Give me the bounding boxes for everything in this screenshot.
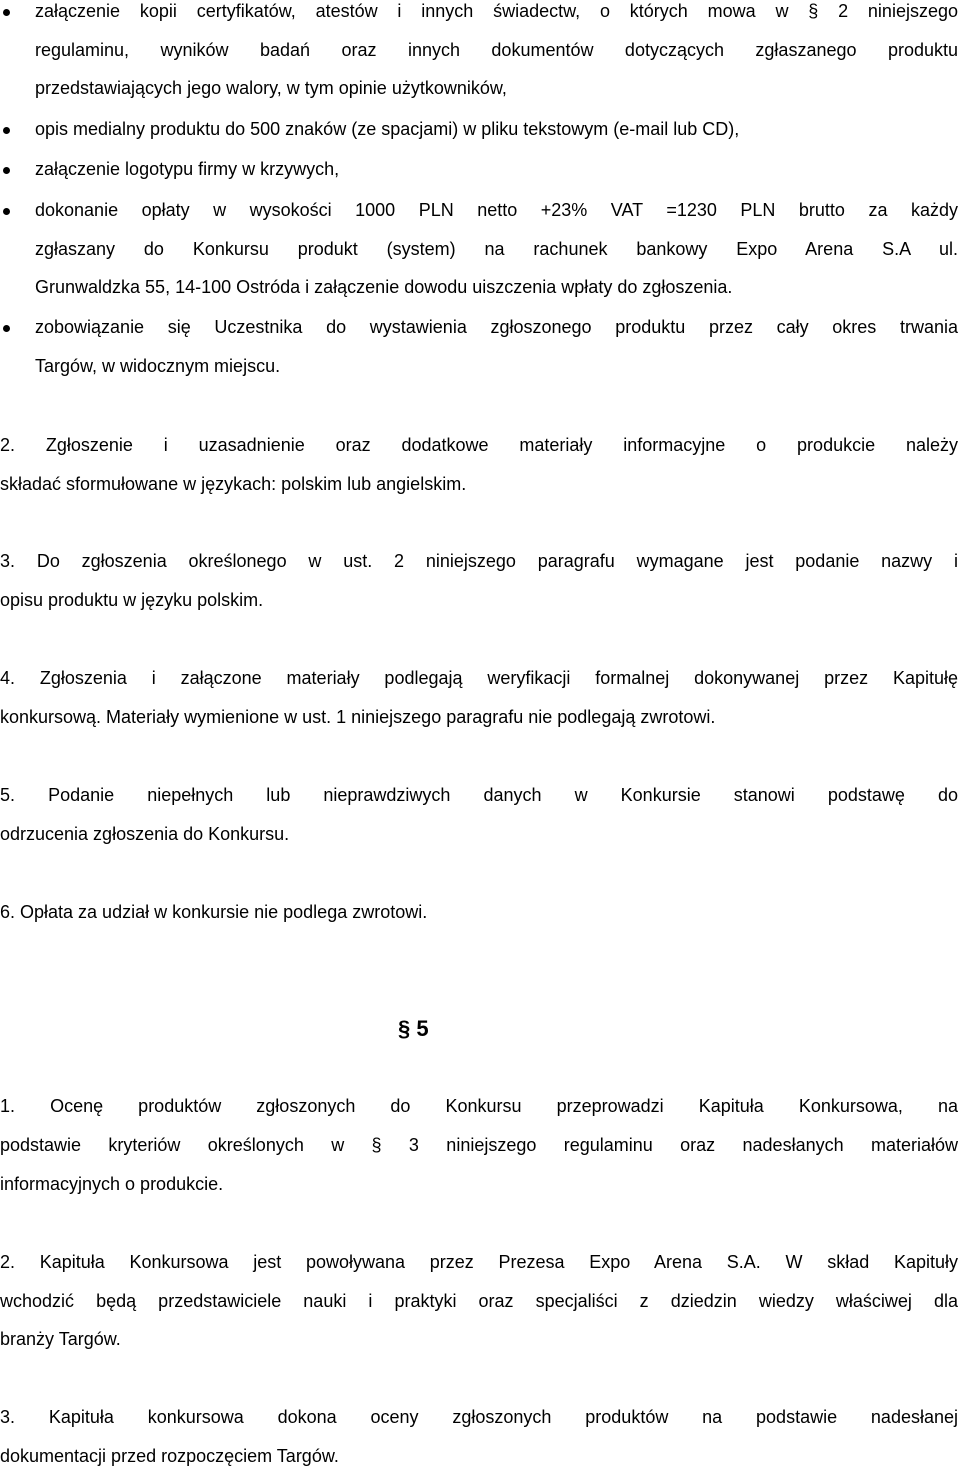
bullet-marker <box>3 9 10 16</box>
paragraph-line: odrzucenia zgłoszenia do Konkursu. <box>0 824 290 844</box>
bullet-text-line: dokonanie opłaty w wysokości 1000 PLN netto +23% VAT =1230 PLN brutto za każdy <box>35 200 958 220</box>
section-heading: § 5 <box>398 1016 429 1041</box>
bullet-text-line: zgłaszany do Konkursu produkt (system) na rachunek bankowy Expo Arena S.A ul. <box>35 239 958 259</box>
bullet-marker <box>3 167 10 174</box>
paragraph-line: branży Targów. <box>0 1329 121 1349</box>
bullet-text-line: opis medialny produktu do 500 znaków (ze spacjami) w pliku tekstowym (e-mail lub CD), <box>35 119 740 139</box>
bullet-marker <box>3 208 10 215</box>
paragraph-line: 5. Podanie niepełnych lub nieprawdziwych danych w Konkursie stanowi podstawę do <box>0 785 958 805</box>
paragraph-line: 3. Kapituła konkursowa dokona oceny zgłoszonych produktów na podstawie nadesłanej <box>0 1407 958 1427</box>
bullet-text-line: regulaminu, wyników badań oraz innych dokumentów dotyczących zgłaszanego produktu <box>35 40 958 60</box>
paragraph-line: 2. Zgłoszenie i uzasadnienie oraz dodatkowe materiały informacyjne o produkcie należy <box>0 435 958 455</box>
bullet-marker <box>3 127 10 134</box>
paragraph-line: 6. Opłata za udział w konkursie nie podlega zwrotowi. <box>0 902 428 922</box>
bullet-text-line: Targów, w widocznym miejscu. <box>35 356 281 376</box>
paragraph-line: 4. Zgłoszenia i załączone materiały podlegają weryfikacji formalnej dokonywanej przez Kapitułę <box>0 668 958 688</box>
paragraph-line: opisu produktu w języku polskim. <box>0 590 264 610</box>
bullet-text-line: przedstawiających jego walory, w tym opinie użytkowników, <box>35 78 507 98</box>
bullet-text-line: Grunwaldzka 55, 14-100 Ostróda i załączenie dowodu uiszczenia wpłaty do zgłoszenia. <box>35 277 733 297</box>
paragraph-line: 1. Ocenę produktów zgłoszonych do Konkursu przeprowadzi Kapituła Konkursowa, na <box>0 1096 958 1116</box>
paragraph-line: dokumentacji przed rozpoczęciem Targów. <box>0 1446 339 1466</box>
bullet-text-line: zobowiązanie się Uczestnika do wystawienia zgłoszonego produktu przez cały okres trwania <box>35 317 958 337</box>
paragraph-line: składać sformułowane w językach: polskim lub angielskim. <box>0 474 467 494</box>
bullet-text-line: załączenie kopii certyfikatów, atestów i innych świadectw, o których mowa w § 2 niniejszego <box>35 1 958 21</box>
bullet-text-line: załączenie logotypu firmy w krzywych, <box>35 159 340 179</box>
paragraph-line: wchodzić będą przedstawiciele nauki i praktyki oraz specjaliści z dziedzin wiedzy właściwej dla <box>0 1291 958 1311</box>
bullet-marker <box>3 325 10 332</box>
paragraph-line: 3. Do zgłoszenia określonego w ust. 2 niniejszego paragrafu wymagane jest podanie nazwy i <box>0 551 958 571</box>
paragraph-line: informacyjnych o produkcie. <box>0 1174 224 1194</box>
paragraph-line: 2. Kapituła Konkursowa jest powoływana przez Prezesa Expo Arena S.A. W skład Kapituły <box>0 1252 958 1272</box>
paragraph-line: podstawie kryteriów określonych w § 3 niniejszego regulaminu oraz nadesłanych materiałów <box>0 1135 958 1155</box>
paragraph-line: konkursową. Materiały wymienione w ust. 1 niniejszego paragrafu nie podlegają zwrotowi. <box>0 707 716 727</box>
